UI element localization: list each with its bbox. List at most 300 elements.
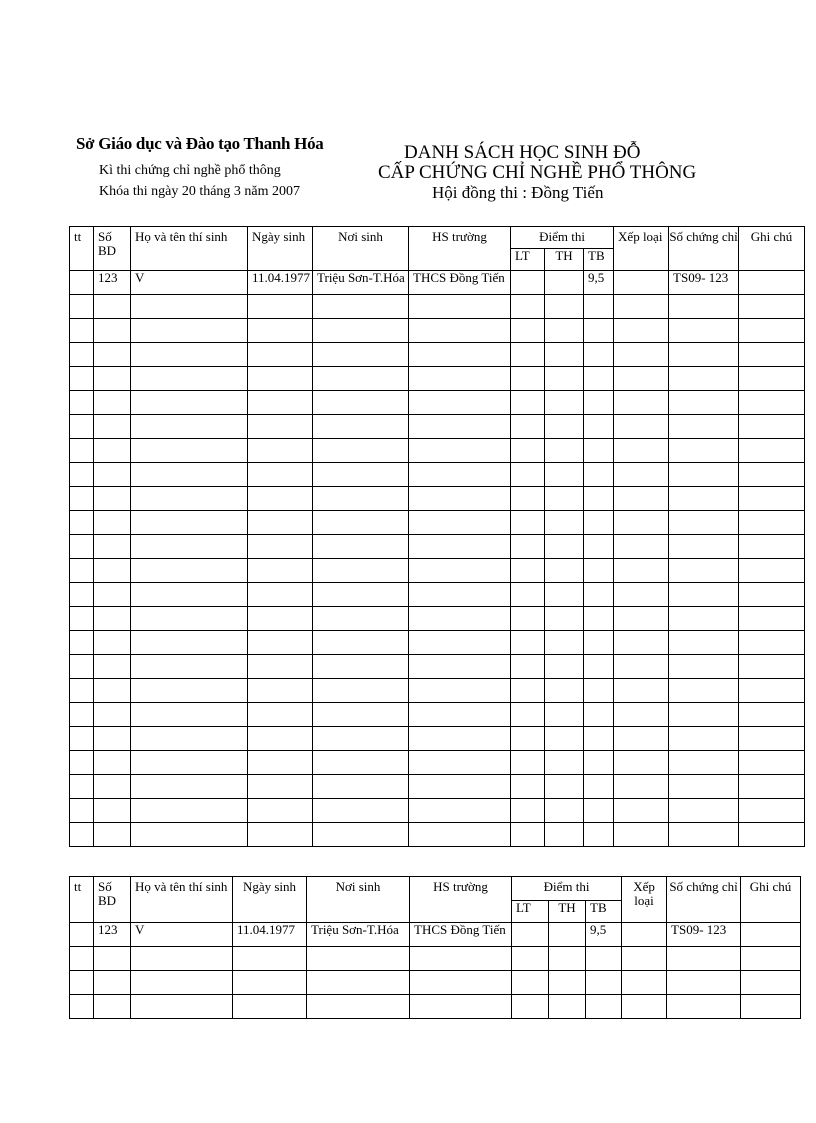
- empty-cell: [131, 559, 248, 583]
- empty-cell: [94, 463, 131, 487]
- empty-table-row: [70, 995, 801, 1019]
- empty-cell: [131, 439, 248, 463]
- col-header-name: Họ và tên thí sinh: [131, 877, 233, 923]
- empty-cell: [409, 631, 511, 655]
- empty-cell: [545, 727, 584, 751]
- empty-cell: [545, 535, 584, 559]
- empty-cell: [70, 631, 94, 655]
- empty-table-row: [70, 559, 805, 583]
- cell-dob: 11.04.1977: [233, 923, 307, 947]
- empty-cell: [248, 463, 313, 487]
- empty-cell: [70, 751, 94, 775]
- empty-table-row: [70, 607, 805, 631]
- empty-cell: [70, 995, 94, 1019]
- empty-cell: [741, 995, 801, 1019]
- empty-cell: [511, 439, 545, 463]
- empty-cell: [131, 947, 233, 971]
- empty-cell: [131, 391, 248, 415]
- empty-cell: [410, 995, 512, 1019]
- col-header-score-group: Điểm thi: [512, 877, 622, 901]
- empty-table-row: [70, 391, 805, 415]
- document-title-line1: DANH SÁCH HỌC SINH ĐỖ: [404, 142, 641, 163]
- empty-cell: [669, 391, 739, 415]
- empty-cell: [248, 343, 313, 367]
- empty-cell: [70, 799, 94, 823]
- empty-cell: [584, 679, 614, 703]
- empty-cell: [70, 679, 94, 703]
- empty-cell: [248, 655, 313, 679]
- empty-table-row: [70, 823, 805, 847]
- candidate-table-summary: [69, 876, 801, 1019]
- empty-cell: [70, 775, 94, 799]
- empty-cell: [94, 295, 131, 319]
- empty-cell: [669, 415, 739, 439]
- cell-lt: [512, 923, 549, 947]
- cell-sbd: 123: [94, 923, 131, 947]
- empty-cell: [739, 511, 805, 535]
- empty-cell: [94, 971, 131, 995]
- empty-cell: [409, 487, 511, 511]
- empty-cell: [70, 367, 94, 391]
- empty-cell: [131, 463, 248, 487]
- empty-cell: [614, 727, 669, 751]
- empty-table-row: [70, 367, 805, 391]
- empty-cell: [669, 367, 739, 391]
- empty-cell: [511, 391, 545, 415]
- empty-cell: [313, 751, 409, 775]
- empty-cell: [669, 439, 739, 463]
- empty-cell: [511, 751, 545, 775]
- empty-cell: [94, 607, 131, 631]
- empty-cell: [545, 751, 584, 775]
- empty-cell: [131, 487, 248, 511]
- empty-table-row: [70, 727, 805, 751]
- empty-cell: [248, 823, 313, 847]
- empty-cell: [739, 487, 805, 511]
- empty-cell: [669, 823, 739, 847]
- empty-cell: [248, 607, 313, 631]
- empty-cell: [739, 439, 805, 463]
- empty-cell: [586, 995, 622, 1019]
- empty-table-row: [70, 799, 805, 823]
- empty-cell: [545, 775, 584, 799]
- empty-cell: [94, 487, 131, 511]
- empty-cell: [131, 631, 248, 655]
- empty-cell: [313, 319, 409, 343]
- empty-cell: [131, 511, 248, 535]
- empty-cell: [70, 535, 94, 559]
- empty-cell: [667, 971, 741, 995]
- empty-cell: [614, 703, 669, 727]
- empty-cell: [614, 775, 669, 799]
- empty-cell: [70, 727, 94, 751]
- empty-cell: [584, 319, 614, 343]
- empty-cell: [131, 971, 233, 995]
- empty-cell: [94, 391, 131, 415]
- col-header-tt: tt: [70, 877, 94, 923]
- empty-rows: [70, 295, 805, 847]
- empty-cell: [584, 463, 614, 487]
- empty-cell: [739, 607, 805, 631]
- empty-cell: [313, 631, 409, 655]
- empty-cell: [94, 655, 131, 679]
- empty-cell: [131, 367, 248, 391]
- empty-cell: [586, 971, 622, 995]
- empty-table-row: [70, 583, 805, 607]
- empty-cell: [545, 415, 584, 439]
- empty-cell: [669, 487, 739, 511]
- empty-cell: [409, 751, 511, 775]
- empty-cell: [511, 679, 545, 703]
- empty-cell: [313, 799, 409, 823]
- empty-cell: [248, 679, 313, 703]
- empty-cell: [584, 799, 614, 823]
- empty-cell: [94, 995, 131, 1019]
- empty-cell: [511, 607, 545, 631]
- empty-table-row: [70, 947, 801, 971]
- table-row: [70, 923, 801, 947]
- cell-school: THCS Đồng Tiến: [409, 271, 511, 295]
- empty-cell: [131, 415, 248, 439]
- empty-cell: [614, 655, 669, 679]
- empty-cell: [545, 583, 584, 607]
- col-header-dob: Ngày sinh: [248, 227, 313, 271]
- empty-cell: [313, 463, 409, 487]
- empty-cell: [739, 535, 805, 559]
- empty-cell: [131, 319, 248, 343]
- col-header-dob: Ngày sinh: [233, 877, 307, 923]
- empty-cell: [248, 511, 313, 535]
- empty-cell: [94, 367, 131, 391]
- empty-cell: [313, 559, 409, 583]
- empty-cell: [545, 631, 584, 655]
- empty-cell: [511, 775, 545, 799]
- empty-cell: [313, 535, 409, 559]
- empty-cell: [669, 319, 739, 343]
- organization-name: Sở Giáo dục và Đào tạo Thanh Hóa: [76, 134, 324, 153]
- empty-cell: [131, 655, 248, 679]
- empty-cell: [669, 511, 739, 535]
- empty-cell: [545, 319, 584, 343]
- empty-cell: [545, 367, 584, 391]
- empty-cell: [248, 583, 313, 607]
- empty-cell: [409, 607, 511, 631]
- empty-cell: [313, 727, 409, 751]
- empty-cell: [233, 971, 307, 995]
- empty-cell: [614, 415, 669, 439]
- empty-cell: [70, 703, 94, 727]
- empty-cell: [248, 487, 313, 511]
- empty-cell: [409, 799, 511, 823]
- empty-cell: [94, 775, 131, 799]
- empty-cell: [131, 343, 248, 367]
- empty-cell: [70, 415, 94, 439]
- empty-cell: [667, 995, 741, 1019]
- col-header-rank: Xếp loại: [622, 877, 667, 923]
- empty-table-row: [70, 295, 805, 319]
- col-header-th: TH: [545, 249, 584, 271]
- col-header-score-group: Điểm thi: [511, 227, 614, 249]
- empty-cell: [94, 799, 131, 823]
- col-header-birthplace: Nơi sinh: [313, 227, 409, 271]
- col-header-tb: TB: [586, 901, 622, 923]
- empty-cell: [409, 583, 511, 607]
- col-header-cert-no: Số chứng chỉ: [667, 877, 741, 923]
- empty-cell: [511, 463, 545, 487]
- exam-council: Hội đồng thi : Đồng Tiến: [432, 183, 604, 202]
- empty-cell: [313, 775, 409, 799]
- empty-cell: [614, 751, 669, 775]
- col-header-lt: LT: [512, 901, 549, 923]
- candidate-table-main: [69, 226, 805, 847]
- empty-cell: [669, 703, 739, 727]
- col-header-name: Họ và tên thí sinh: [131, 227, 248, 271]
- empty-cell: [669, 343, 739, 367]
- empty-cell: [584, 559, 614, 583]
- empty-cell: [70, 823, 94, 847]
- empty-cell: [94, 751, 131, 775]
- cell-birthplace: Triệu Sơn-T.Hóa: [313, 271, 409, 295]
- empty-cell: [511, 415, 545, 439]
- empty-cell: [739, 463, 805, 487]
- cell-school: THCS Đồng Tiến: [410, 923, 512, 947]
- col-header-sbd: Số BD: [94, 227, 131, 271]
- empty-cell: [131, 535, 248, 559]
- empty-cell: [248, 295, 313, 319]
- empty-cell: [549, 947, 586, 971]
- empty-cell: [739, 655, 805, 679]
- cell-name: V: [131, 923, 233, 947]
- empty-cell: [409, 559, 511, 583]
- col-header-birthplace: Nơi sinh: [307, 877, 410, 923]
- empty-cell: [94, 947, 131, 971]
- empty-cell: [512, 947, 549, 971]
- empty-cell: [549, 995, 586, 1019]
- empty-cell: [70, 511, 94, 535]
- empty-cell: [70, 487, 94, 511]
- empty-cell: [739, 703, 805, 727]
- empty-cell: [307, 971, 410, 995]
- empty-cell: [545, 463, 584, 487]
- empty-cell: [545, 823, 584, 847]
- empty-cell: [313, 367, 409, 391]
- empty-cell: [409, 511, 511, 535]
- empty-cell: [248, 535, 313, 559]
- empty-cell: [584, 823, 614, 847]
- empty-cell: [545, 679, 584, 703]
- empty-cell: [313, 583, 409, 607]
- empty-cell: [248, 775, 313, 799]
- empty-cell: [94, 559, 131, 583]
- empty-cell: [549, 971, 586, 995]
- empty-cell: [545, 799, 584, 823]
- table-header-row: [70, 227, 805, 249]
- empty-cell: [584, 415, 614, 439]
- empty-cell: [313, 415, 409, 439]
- empty-cell: [94, 631, 131, 655]
- empty-cell: [248, 799, 313, 823]
- empty-cell: [739, 559, 805, 583]
- empty-cell: [584, 367, 614, 391]
- cell-rank: [622, 923, 667, 947]
- cell-tb: 9,5: [586, 923, 622, 947]
- empty-cell: [584, 751, 614, 775]
- empty-cell: [313, 655, 409, 679]
- empty-cell: [614, 631, 669, 655]
- empty-table-row: [70, 631, 805, 655]
- empty-cell: [669, 607, 739, 631]
- empty-cell: [669, 655, 739, 679]
- col-header-school: HS trường: [409, 227, 511, 271]
- empty-cell: [313, 703, 409, 727]
- empty-cell: [131, 775, 248, 799]
- empty-cell: [622, 971, 667, 995]
- empty-cell: [739, 343, 805, 367]
- empty-cell: [511, 727, 545, 751]
- empty-table-row: [70, 535, 805, 559]
- empty-cell: [667, 947, 741, 971]
- empty-cell: [248, 631, 313, 655]
- empty-cell: [669, 775, 739, 799]
- empty-cell: [70, 559, 94, 583]
- empty-cell: [94, 727, 131, 751]
- empty-cell: [313, 487, 409, 511]
- empty-cell: [94, 535, 131, 559]
- empty-cell: [622, 995, 667, 1019]
- empty-table-row: [70, 415, 805, 439]
- empty-cell: [511, 703, 545, 727]
- empty-cell: [511, 559, 545, 583]
- empty-cell: [739, 775, 805, 799]
- empty-cell: [614, 463, 669, 487]
- empty-cell: [584, 439, 614, 463]
- empty-cell: [94, 823, 131, 847]
- empty-cell: [545, 439, 584, 463]
- empty-cell: [313, 391, 409, 415]
- empty-cell: [131, 703, 248, 727]
- cell-tt: [70, 923, 94, 947]
- empty-cell: [669, 727, 739, 751]
- empty-cell: [94, 679, 131, 703]
- table-row: [70, 271, 805, 295]
- empty-cell: [511, 487, 545, 511]
- empty-cell: [313, 343, 409, 367]
- empty-cell: [614, 607, 669, 631]
- empty-cell: [545, 391, 584, 415]
- empty-cell: [739, 319, 805, 343]
- cell-cert-no: TS09- 123: [669, 271, 739, 295]
- empty-cell: [669, 463, 739, 487]
- col-header-school: HS trường: [410, 877, 512, 923]
- empty-cell: [511, 583, 545, 607]
- empty-cell: [511, 319, 545, 343]
- empty-table-row: [70, 655, 805, 679]
- cell-dob: 11.04.1977: [248, 271, 313, 295]
- cell-rank: [614, 271, 669, 295]
- col-header-cert-no: Số chứng chỉ: [669, 227, 739, 271]
- empty-cell: [313, 607, 409, 631]
- empty-cell: [307, 947, 410, 971]
- cell-th: [549, 923, 586, 947]
- empty-cell: [584, 727, 614, 751]
- empty-cell: [614, 799, 669, 823]
- empty-cell: [739, 295, 805, 319]
- empty-cell: [409, 343, 511, 367]
- empty-cell: [669, 679, 739, 703]
- empty-cell: [584, 535, 614, 559]
- empty-cell: [739, 391, 805, 415]
- empty-cell: [410, 971, 512, 995]
- empty-cell: [248, 367, 313, 391]
- empty-cell: [409, 679, 511, 703]
- empty-cell: [614, 391, 669, 415]
- empty-table-row: [70, 679, 805, 703]
- empty-cell: [614, 511, 669, 535]
- empty-cell: [739, 367, 805, 391]
- empty-cell: [409, 655, 511, 679]
- empty-cell: [313, 295, 409, 319]
- empty-cell: [511, 535, 545, 559]
- empty-cell: [94, 703, 131, 727]
- empty-cell: [614, 535, 669, 559]
- empty-cell: [94, 511, 131, 535]
- empty-cell: [409, 775, 511, 799]
- empty-cell: [313, 439, 409, 463]
- empty-table-row: [70, 343, 805, 367]
- empty-cell: [511, 343, 545, 367]
- empty-cell: [70, 391, 94, 415]
- col-header-lt: LT: [511, 249, 545, 271]
- empty-cell: [545, 703, 584, 727]
- empty-cell: [584, 631, 614, 655]
- cell-tt: [70, 271, 94, 295]
- empty-cell: [94, 319, 131, 343]
- empty-cell: [409, 463, 511, 487]
- empty-cell: [741, 971, 801, 995]
- empty-cell: [248, 391, 313, 415]
- empty-cell: [313, 511, 409, 535]
- empty-cell: [545, 343, 584, 367]
- empty-cell: [739, 415, 805, 439]
- table-header-row: [70, 877, 801, 901]
- empty-cell: [545, 511, 584, 535]
- empty-cell: [511, 367, 545, 391]
- empty-cell: [131, 823, 248, 847]
- empty-cell: [669, 295, 739, 319]
- empty-cell: [409, 727, 511, 751]
- empty-cell: [614, 343, 669, 367]
- empty-cell: [614, 439, 669, 463]
- empty-cell: [739, 583, 805, 607]
- empty-cell: [584, 607, 614, 631]
- empty-cell: [94, 439, 131, 463]
- empty-cell: [70, 655, 94, 679]
- empty-cell: [233, 995, 307, 1019]
- cell-note: [739, 271, 805, 295]
- empty-cell: [70, 583, 94, 607]
- cell-name: V: [131, 271, 248, 295]
- empty-cell: [614, 583, 669, 607]
- empty-cell: [70, 319, 94, 343]
- empty-cell: [248, 439, 313, 463]
- empty-cell: [739, 823, 805, 847]
- empty-cell: [409, 535, 511, 559]
- empty-cell: [545, 607, 584, 631]
- empty-cell: [70, 295, 94, 319]
- empty-cell: [409, 367, 511, 391]
- empty-cell: [739, 679, 805, 703]
- empty-cell: [512, 971, 549, 995]
